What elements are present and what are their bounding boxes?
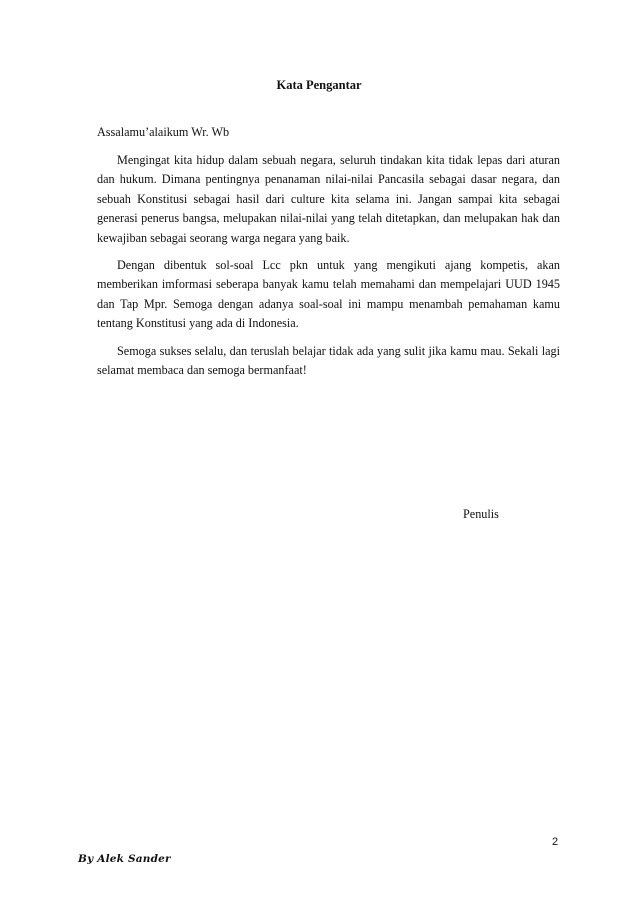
footer-author: By Alek Sander <box>78 853 171 865</box>
body-paragraphs <box>97 151 560 388</box>
greeting: Assalamu’alaikum Wr. Wb <box>97 125 230 139</box>
paragraph-1: Mengingat kita hidup dalam sebuah negara, seluruh tindakan kita tidak lepas dari aturan dan hukum. Dimana pentingnya penanaman nilai-nilai Pancasila sebagai dasar negara, dan sebuah Konstitusi sebagai hasil dari culture kita selama ini. Jangan sampai kita sebagai generasi penerus bangsa, melupakan nilai-nilai yang telah ditetapkan, dan melupakan hak dan kewajiban sebagai seorang warga negara yang baik. <box>97 153 560 245</box>
page-title: Kata Pengantar <box>276 78 362 92</box>
paragraph-2: Dengan dibentuk sol-soal Lcc pkn untuk yang mengikuti ajang kompetis, akan memberikan imformasi seberapa banyak kamu telah memahami dan mempelajari UUD 1945 dan Tap Mpr. Semoga dengan adanya soal-soal ini mampu menambah pemahaman kamu tentang Konstitusi yang ada di Indonesia. <box>97 258 560 331</box>
page-number: 2 <box>552 836 559 848</box>
signature: Penulis <box>463 507 499 521</box>
paragraph-3: Semoga sukses selalu, dan teruslah belajar tidak ada yang sulit jika kamu mau. Sekali lagi selamat membaca dan semoga bermanfaat! <box>97 343 560 378</box>
